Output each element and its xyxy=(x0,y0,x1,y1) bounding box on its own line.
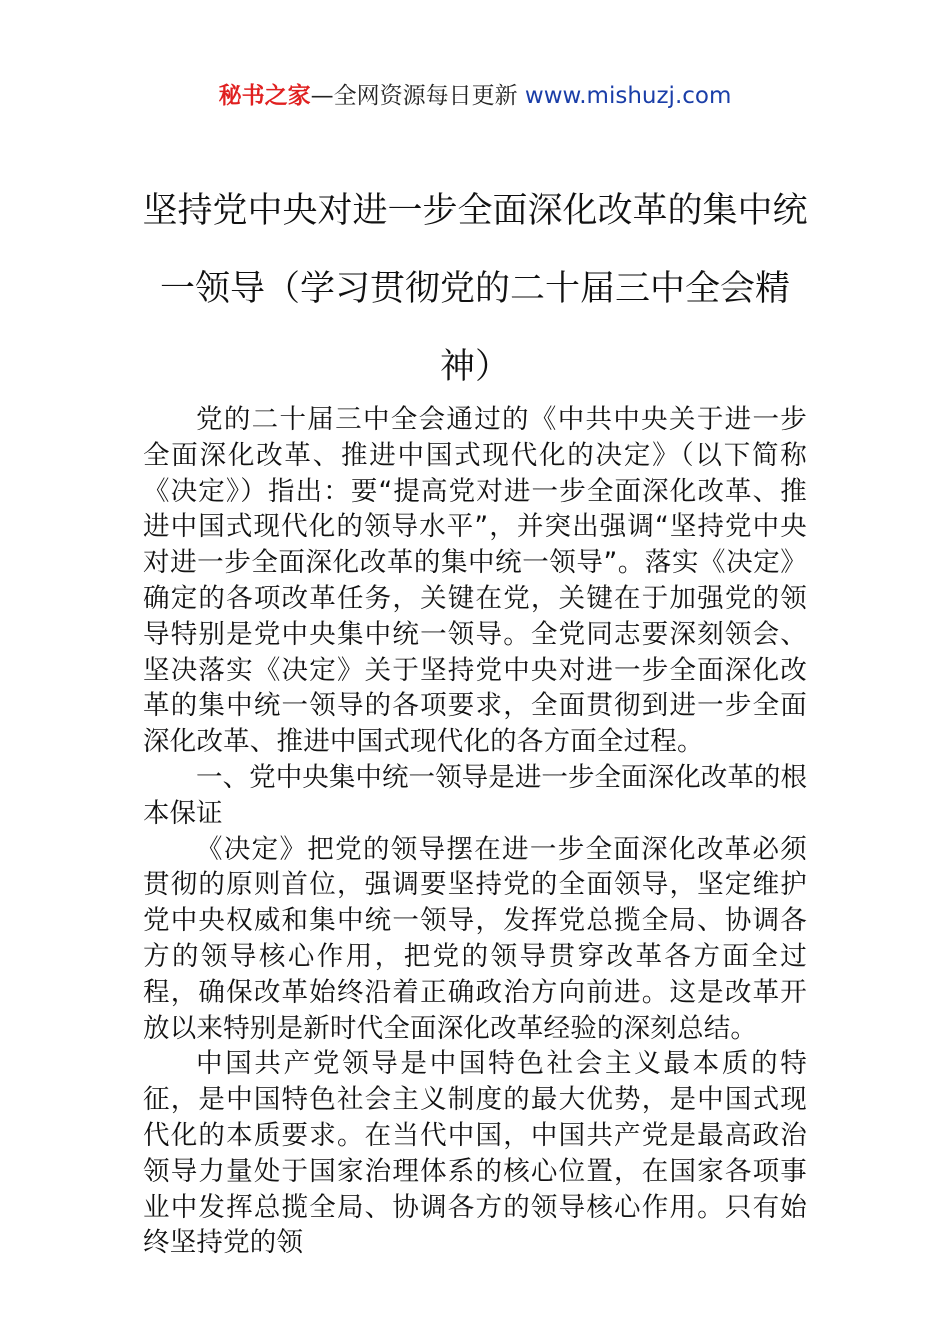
site-header xyxy=(0,80,950,112)
document-body xyxy=(143,402,807,1261)
body-paragraph: 《决定》把党的领导摆在进一步全面深化改革必须贯彻的原则首位，强调要坚持党的全面领导，坚定维护党中央权威和集中统一领导，发挥党总揽全局、协调各方的领导核心作用，把党的领导贯穿改革各方面全过程，确保改革始终沿着正确政治方向前进。这是改革开放以来特别是新时代全面深化改革经验的深刻总结。 xyxy=(143,833,807,1044)
document-title: 坚持党中央对进一步全面深化改革的集中统一领导（学习贯彻党的二十届三中全会精神） xyxy=(142,191,808,387)
section-heading-1: 一、党中央集中统一领导是进一步全面深化改革的根本保证 xyxy=(143,761,807,829)
site-url-link[interactable]: www.mishuzj.com xyxy=(524,83,732,109)
header-tagline: —全网资源每日更新 xyxy=(310,83,518,109)
body-paragraph-intro: 党的二十届三中全会通过的《中共中央关于进一步全面深化改革、推进中国式现代化的决定》（以下简称《决定》）指出：要“提高党对进一步全面深化改革、推进中国式现代化的领导水平”，并突出强调“坚持党中央对进一步全面深化改革的集中统一领导”。落实《决定》确定的各项改革任务，关键在党，关键在于加强党的领导特别是党中央集中统一领导。全党同志要深刻领会、坚决落实《决定》关于坚持党中央对进一步全面深化改革的集中统一领导的各项要求，全面贯彻到进一步全面深化改革、推进中国式现代化的各方面全过程。 xyxy=(143,404,807,758)
body-paragraph: 中国共产党领导是中国特色社会主义最本质的特征，是中国特色社会主义制度的最大优势，是中国式现代化的本质要求。在当代中国，中国共产党是最高政治领导力量处于国家治理体系的核心位置，在国家各项事业中发挥总揽全局、协调各方的领导核心作用。只有始终坚持党的领 xyxy=(143,1048,807,1259)
brand-name: 秘书之家 xyxy=(218,83,311,109)
